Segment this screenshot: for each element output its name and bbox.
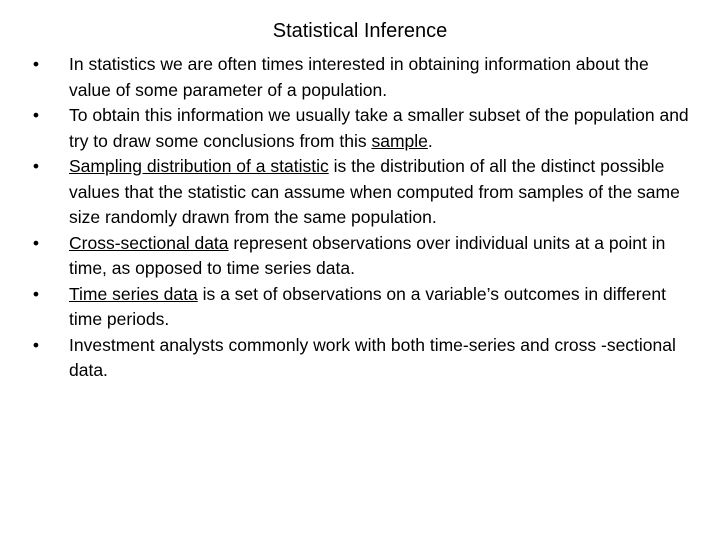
bullet-text: represent observations over individual units at a point in time, as opposed to time series data.: [69, 232, 666, 278]
bullet-icon: •: [32, 105, 40, 125]
bullet-text: .: [427, 130, 433, 151]
slide-title: Statistical Inference: [272, 20, 448, 42]
underlined-term: Sampling distribution of a statistic: [69, 156, 329, 176]
bullet-icon: •: [32, 334, 40, 355]
bullet-icon: •: [32, 54, 40, 74]
bullet-item: [29, 231, 689, 282]
bullet-text: To obtain this information we usually take a smaller subset of the population and try to draw some conclusions from this: [69, 105, 689, 151]
bullet-text: Investment analysts commonly work with both time-series and cross -sectional data.: [69, 334, 676, 380]
bullet-item: [29, 333, 689, 384]
underlined-term: Cross-sectional data: [69, 232, 229, 253]
bullet-icon: •: [32, 283, 40, 304]
bullet-icon: •: [32, 156, 40, 176]
bullet-item: [29, 52, 689, 103]
bullet-icon: •: [32, 232, 40, 253]
bullet-list: [29, 52, 689, 384]
underlined-term: sample: [371, 130, 428, 151]
bullet-item: [29, 282, 689, 333]
bullet-text: In statistics we are often times interested in obtaining information about the value of some parameter of a population.: [69, 54, 649, 100]
bullet-item: [29, 154, 689, 231]
bullet-item: [29, 103, 689, 154]
bullet-text: is the distribution of all the distinct possible values that the statistic can assume when computed from samples of the same size randomly drawn from the same population.: [69, 156, 680, 227]
bullet-text: is a set of observations on a variable’s outcomes in different time periods.: [69, 283, 666, 329]
underlined-term: Time series data: [69, 283, 198, 304]
